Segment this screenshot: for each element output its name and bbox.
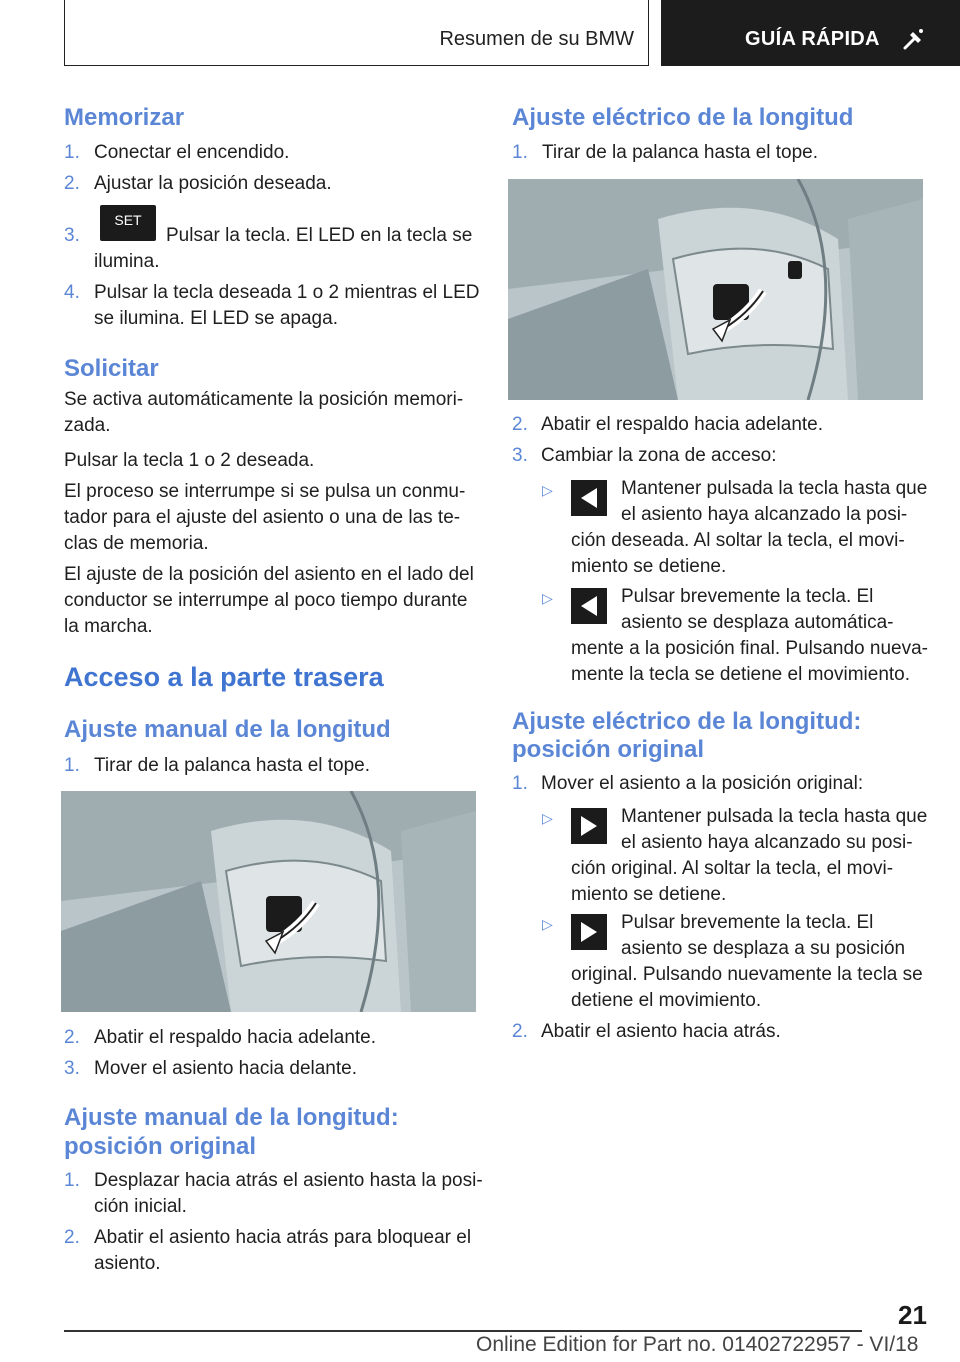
triangle-bullet-icon: ▷	[542, 482, 553, 498]
step-number: 2.	[512, 1021, 528, 1042]
paragraph-line: zada.	[64, 415, 111, 436]
step-text: Pulsar la tecla. El LED en la tecla se	[166, 225, 473, 246]
step-text: asiento.	[94, 1253, 161, 1274]
header-chapter-box	[661, 0, 960, 66]
step-text: Abatir el asiento hacia atrás para bloquear el	[94, 1227, 472, 1248]
bullet-text: asiento se desplaza a su posición	[621, 938, 906, 959]
arrow-left-key-icon	[571, 588, 607, 624]
seat-lever-illustration	[61, 791, 476, 1012]
step-number: 2.	[64, 173, 80, 194]
step-number: 3.	[512, 445, 528, 466]
bullet-text: original. Pulsando nuevamente la tecla se	[571, 964, 923, 985]
bullet-text: ción deseada. Al soltar la tecla, el movi‐	[571, 530, 905, 551]
arrow-right-key-icon	[571, 914, 607, 950]
triangle-bullet-icon: ▷	[542, 810, 553, 826]
solicitar-heading: Solicitar	[64, 355, 159, 382]
paragraph-line: conductor se interrumpe al poco tiempo durante	[64, 590, 468, 611]
bullet-text: Mantener pulsada la tecla hasta que	[621, 806, 928, 827]
seat-lever-illustration	[508, 179, 923, 400]
bullet-text: Pulsar brevemente la tecla. El	[621, 912, 874, 933]
electric-original-heading-b: posición original	[512, 736, 705, 763]
step-number: 2.	[64, 1227, 80, 1248]
arrow-right-key-icon	[571, 808, 607, 844]
manual-original-heading-b: posición original	[64, 1133, 257, 1160]
memorizar-heading: Memorizar	[64, 104, 185, 131]
wrench-icon	[901, 26, 927, 52]
electric-length-heading: Ajuste eléctrico de la longitud	[512, 104, 854, 131]
step-number: 3.	[64, 225, 80, 246]
step-number: 1.	[64, 142, 80, 163]
header-chapter-title: GUÍA RÁPIDA	[745, 28, 880, 50]
step-number: 1.	[512, 142, 528, 163]
paragraph-line: Se activa automáticamente la posición memori‐	[64, 389, 464, 410]
step-text: ilumina.	[94, 251, 160, 272]
page-number: 21	[898, 1300, 927, 1330]
step-text: se ilumina. El LED se apaga.	[94, 308, 338, 329]
paragraph-line: El ajuste de la posición del asiento en el lado del	[64, 564, 474, 585]
electric-original-heading-a: Ajuste eléctrico de la longitud:	[512, 708, 862, 735]
acceso-heading: Acceso a la parte trasera	[64, 662, 384, 692]
bullet-text: detiene el movimiento.	[571, 990, 762, 1011]
paragraph-line: Pulsar la tecla 1 o 2 deseada.	[64, 450, 315, 471]
set-key-icon: SET	[100, 205, 156, 241]
footer-divider	[64, 1330, 862, 1332]
step-text: Mover el asiento hacia delante.	[94, 1058, 357, 1079]
step-text: Pulsar la tecla deseada 1 o 2 mientras el LED	[94, 282, 480, 303]
manual-original-heading-a: Ajuste manual de la longitud:	[64, 1104, 399, 1131]
bullet-text: el asiento haya alcanzado su posi‐	[621, 832, 913, 853]
paragraph-line: El proceso se interrumpe si se pulsa un conmu‐	[64, 481, 466, 502]
step-text: Conectar el encendido.	[94, 142, 290, 163]
bullet-text: ción original. Al soltar la tecla, el movi‐	[571, 858, 894, 879]
step-number: 2.	[512, 414, 528, 435]
triangle-bullet-icon: ▷	[542, 590, 553, 606]
bullet-text: mente la tecla se detiene el movimiento.	[571, 664, 911, 685]
step-number: 2.	[64, 1027, 80, 1048]
bullet-text: Pulsar brevemente la tecla. El	[621, 586, 874, 607]
step-number: 1.	[512, 773, 528, 794]
step-number: 1.	[64, 755, 80, 776]
step-text: Tirar de la palanca hasta el tope.	[542, 142, 819, 163]
paragraph-line: tador para el ajuste del asiento o una de las te‐	[64, 507, 461, 528]
triangle-bullet-icon: ▷	[542, 916, 553, 932]
step-text: Desplazar hacia atrás el asiento hasta la posi‐	[94, 1170, 483, 1191]
step-number: 4.	[64, 282, 80, 303]
step-text: Abatir el asiento hacia atrás.	[541, 1021, 781, 1042]
step-number: 1.	[64, 1170, 80, 1191]
bullet-text: miento se detiene.	[571, 884, 727, 905]
step-text: Tirar de la palanca hasta el tope.	[94, 755, 371, 776]
bullet-text: asiento se desplaza automática‐	[621, 612, 894, 633]
paragraph-line: la marcha.	[64, 616, 153, 637]
manual-length-heading: Ajuste manual de la longitud	[64, 716, 391, 743]
step-text: Abatir el respaldo hacia adelante.	[94, 1027, 377, 1048]
bullet-text: el asiento haya alcanzado la posi‐	[621, 504, 908, 525]
step-text: Mover el asiento a la posición original:	[541, 773, 864, 794]
header-section-box	[64, 0, 649, 66]
bullet-text: Mantener pulsada la tecla hasta que	[621, 478, 928, 499]
header-section-title: Resumen de su BMW	[439, 28, 634, 50]
footer-edition: Online Edition for Part no. 01402722957 - VI/18	[476, 1333, 919, 1356]
step-text: Cambiar la zona de acceso:	[541, 445, 777, 466]
paragraph-line: clas de memoria.	[64, 533, 209, 554]
bullet-text: mente a la posición final. Pulsando nueva‐	[571, 638, 929, 659]
step-text: Ajustar la posición deseada.	[94, 173, 332, 194]
step-text: Abatir el respaldo hacia adelante.	[541, 414, 824, 435]
step-text: ción inicial.	[94, 1196, 187, 1217]
step-number: 3.	[64, 1058, 80, 1079]
arrow-left-key-icon	[571, 480, 607, 516]
bullet-text: miento se detiene.	[571, 556, 727, 577]
